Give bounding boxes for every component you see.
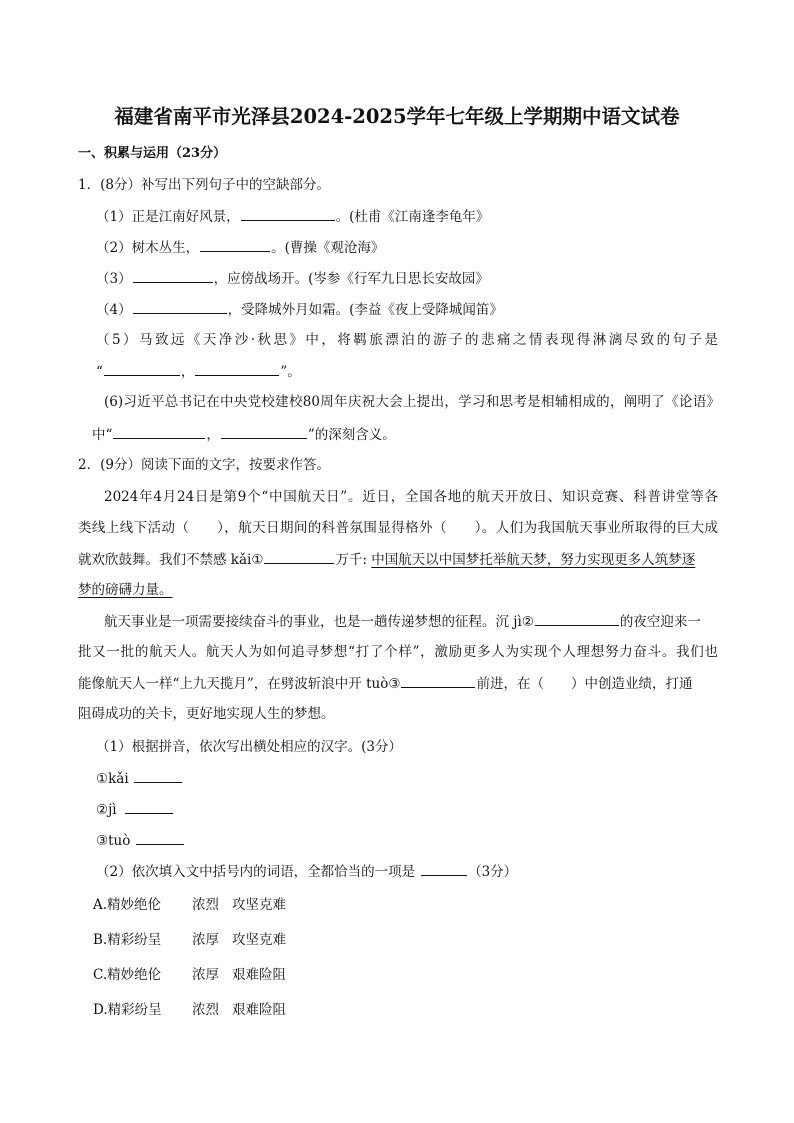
q2-passage-1-line-1: 2024年4月24日是第9个“中国航天日”。近日，全国各地的航天开放日、知识竞赛、科普讲堂等各 [104,489,718,505]
sub-question-text: （2）依次填入文中括号内的词语，全都恰当的一项是 [96,864,416,880]
answer-blank[interactable] [195,362,279,376]
section-heading: 一、积累与运用（23分） [78,146,227,161]
passage-text: 万千: [335,552,372,568]
answer-blank[interactable] [133,269,213,283]
page-title: 福建省南平市光泽县2024-2025学年七年级上学期期中语文试卷 [114,105,680,128]
q1-item-1-text-a: （1）正是江南好风景， [96,209,240,225]
q2-passage-1-line-4 [78,581,173,599]
passage-text: 能像航天人一样“上九天揽月”，在劈波斩浪中开 tuò③ [78,676,401,692]
pinyin-row-2 [96,800,174,819]
passage-text: 航天事业是一项需要接续奋斗的事业，也是一趟传递梦想的征程。沉 jì② [104,614,534,630]
q2-passage-2-line-4: 阻碍成功的关卡，更好地实现人生的梦想。 [78,706,335,722]
q2-passage-2-line-3 [78,674,692,693]
option-word-2: 浓烈 [192,897,219,913]
q1-item-4-text-a: （4） [96,302,132,318]
q1-stem: 1．(8分）补写出下列句子中的空缺部分。 [78,177,330,193]
q2-sub-1: （1）根据拼音，依次写出横处相应的汉字。(3分） [96,739,402,755]
option-word-2: 浓烈 [192,1002,219,1018]
underlined-sentence: 梦的磅礴力量。 [78,582,173,598]
q2-passage-2-line-1 [104,612,701,631]
comma: ， [180,364,195,380]
option-d[interactable] [93,1001,286,1019]
option-word-3: 艰难险阻 [232,967,286,983]
q2-stem: 2．(9分）阅读下面的文字，按要求作答。 [78,457,330,473]
q1-item-2-text-a: （2）树木丛生， [96,240,200,256]
option-a[interactable] [93,896,286,914]
close-quote: ”。 [280,364,301,380]
q1-item-6-line-1: (6)习近平总书记在中央党校建校80周年庆祝大会上提出，学习和思考是相辅相成的，阐明了《论语》 [104,394,720,410]
option-label: A.精妙绝伦 [93,897,162,913]
answer-blank[interactable] [125,800,173,814]
q1-item-3 [96,269,489,288]
pinyin-label: ①kǎi [96,771,129,787]
passage-text: 就欢欣鼓舞。我们不禁感 kǎi① [78,552,264,568]
open-quote: “ [96,364,103,380]
answer-blank[interactable] [104,362,180,376]
option-b[interactable] [93,931,286,949]
option-word-2: 浓厚 [192,932,219,948]
pinyin-label: ③tuò [96,833,131,849]
passage-text: 前进，在（ ）中创造业绩，打通 [476,676,693,692]
q1-item-2 [96,238,384,257]
option-label: C.精妙绝伦 [93,967,162,983]
option-word-3: 攻坚克难 [232,897,286,913]
answer-blank[interactable] [241,207,335,221]
q2-passage-1-line-2: 类线上线下活动（ ），航天日期间的科普氛围显得格外（ ）。人们为我国航天事业所取得的巨大成 [78,520,718,536]
underlined-sentence: 中国航天以中国梦托举航天梦，努力实现更多人筑梦逐 [371,552,696,568]
q1-item-5-line-1: （5）马致远《天净沙·秋思》中，将羁旅漂泊的游子的悲痛之情表现得淋漓尽致的句子是 [96,332,718,348]
q1-item-1 [96,207,489,226]
q1-item-3-text-b: ，应傍战场开。(岑参《行军九日思长安故园》 [213,271,489,287]
answer-blank[interactable] [421,862,467,876]
answer-blank[interactable] [221,425,307,439]
q1-item-6-line-2 [92,425,396,444]
q1-item-2-text-b: 。(曹操《观沧海》 [271,240,385,256]
option-word-3: 攻坚克难 [232,932,286,948]
points: （3分） [468,864,518,880]
option-word-2: 浓厚 [192,967,219,983]
option-word-3: 艰难险阻 [232,1002,286,1018]
close-quote: ”的深刻含义。 [307,427,396,443]
q1-item-4-text-b: ，受降城外月如霜。(李益《夜上受降城闻笛》 [227,302,503,318]
option-label: B.精彩纷呈 [93,932,162,948]
answer-blank[interactable] [200,238,270,252]
comma: ， [206,427,220,443]
option-label: D.精彩纷呈 [93,1002,162,1018]
q2-passage-1-line-3 [78,550,695,569]
answer-blank[interactable] [134,769,182,783]
q2-passage-2-line-2: 批又一批的航天人。航天人为如何追寻梦想“打了个样”，激励更多人为实现个人理想努力奋斗。我们也 [78,644,718,660]
q1-item-1-text-b: 。(杜甫《江南逢李龟年》 [335,209,490,225]
answer-blank[interactable] [264,550,334,564]
passage-text: 的夜空迎来一 [619,614,701,630]
pinyin-row-3 [96,831,185,850]
q1-item-5-line-2 [96,362,301,381]
answer-blank[interactable] [401,674,475,688]
answer-blank[interactable] [113,425,205,439]
open-quote: 中“ [92,427,113,443]
option-c[interactable] [93,966,286,984]
q2-sub-2 [96,862,517,881]
answer-blank[interactable] [133,300,227,314]
q1-item-4 [96,300,503,319]
pinyin-row-1 [96,769,183,788]
pinyin-label: ②jì [96,802,117,818]
answer-blank[interactable] [535,612,619,626]
q1-item-3-text-a: （3） [96,271,132,287]
answer-blank[interactable] [136,831,184,845]
